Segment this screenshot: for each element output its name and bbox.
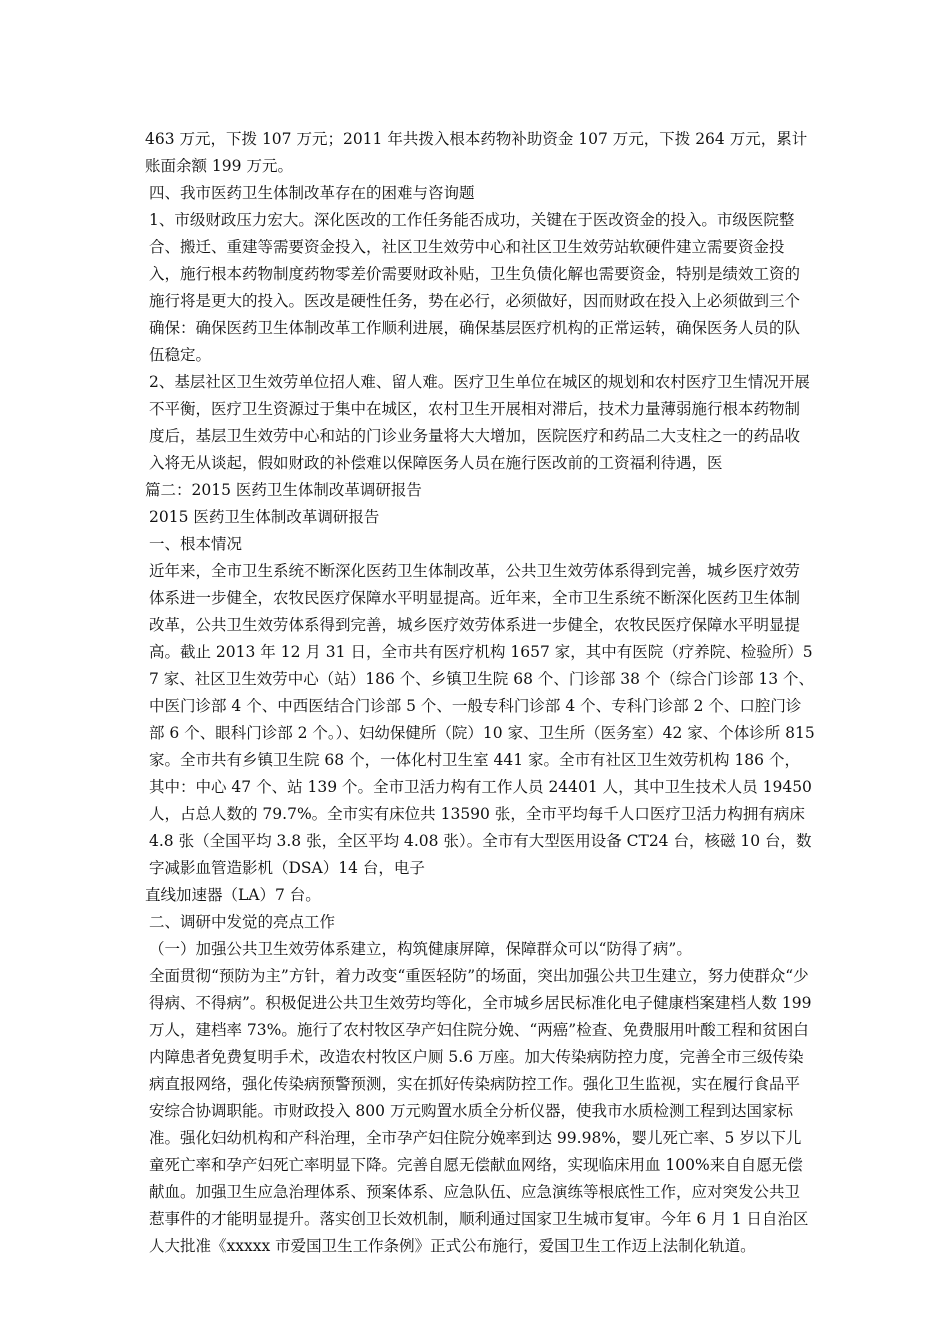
part-two-heading: 篇二：2015 医药卫生体制改革调研报告 bbox=[145, 481, 422, 499]
paragraph-basic-situation: 近年来，全市卫生系统不断深化医药卫生体制改革，公共卫生效劳体系得到完善，城乡医疗效劳体系进一步健全，农牧民医疗保障水平明显提高。近年来，全市卫生系统不断深化医药卫生体制改革，公共卫生效劳体系得到完善，城乡医疗效劳体系进一步健全，农牧民医疗保障水平明显提高。截止 2013 年 12 月 31 日，全市共有医疗机构 1657 家，其中有医院（疗养院、检验所）57 家、社区卫生效劳中心（站）186 个、乡镇卫生院 68 个、门诊部 38 个（综合门诊部 13 个、中医门诊部 4 个、中西医结合门诊部 5 个、一般专科门诊部 4 个、专科门诊部 2 个、口腔门诊部 6 个、眼科门诊部 2 个。）、妇幼保健所（院）10 家、卫生所（医务室）42 家、个体诊所 815 家。全市共有乡镇卫生院 68 个，一体化村卫生室 441 家。全市有社区卫生效劳机构 186 个，其中：中心 47 个、站 139 个。全市卫活力构有工作人员 24401 人，其中卫生技术人员 19450 人，占总人数的 79.7%。全市实有床位共 13590 张，全市平均每千人口医疗卫活力构拥有病床 4.8 张（全国平均 3.8 张，全区平均 4.08 张）。全市有大型医用设备 CT24 台，核磁 10 台，数字减影血管造影机（DSA）14 台，电子 bbox=[149, 562, 815, 877]
paragraph-public-health: 全面贯彻“预防为主”方针，着力改变“重医轻防”的场面，突出加强公共卫生建立，努力使群众“少得病、不得病”。积极促进公共卫生效劳均等化，全市城乡居民标准化电子健康档案建档人数 199 万人，建档率 73%。施行了农村牧区孕产妇住院分娩、“两癌”检查、免费服用叶酸工程和贫困白内障患者免费复明手术，改造农村牧区户厕 5.6 万座。加大传染病防控力度，完善全市三级传染病直报网络，强化传染病预警预测，实在抓好传染病防控工作。强化卫生监视，实在履行食品平安综合协调职能。市财政投入 800 万元购置水质全分析仪器，使我市水质检测工程到达国家标准。强化妇幼机构和产科治理，全市孕产妇住院分娩率到达 99.98%，婴儿死亡率、5 岁以下儿童死亡率和孕产妇死亡率明显下降。完善自愿无偿献血网络，实现临床用血 100%来自自愿无偿献血。加强卫生应急治理体系、预案体系、应急队伍、应急演练等根底性工作，应对突发公共卫惹事件的才能明显提升。落实创卫长效机制，顺利通过国家卫生城市复审。今年 6 月 1 日自治区人大批准《xxxxx 市爱国卫生工作条例》正式公布施行，爱国卫生工作迈上法制化轨道。 bbox=[149, 967, 812, 1255]
heading-highlights: 二、调研中发觉的亮点工作 bbox=[149, 913, 336, 931]
heading-difficulties: 四、我市医药卫生体制改革存在的困难与咨询题 bbox=[149, 184, 475, 202]
document-page bbox=[145, 126, 815, 1260]
paragraph-basic-situation-end: 直线加速器（LA）7 台。 bbox=[145, 886, 321, 904]
heading-basic-situation: 一、根本情况 bbox=[149, 535, 243, 553]
subheading-public-health: （一）加强公共卫生效劳体系建立，构筑健康屏障，保障群众可以“防得了病”。 bbox=[149, 940, 692, 958]
paragraph-funding: 463 万元，下拨 107 万元；2011 年共拨入根本药物补助资金 107 万元，下拨 264 万元，累计账面余额 199 万元。 bbox=[145, 130, 808, 175]
report-title: 2015 医药卫生体制改革调研报告 bbox=[149, 508, 380, 526]
paragraph-staffing: 2、基层社区卫生效劳单位招人难、留人难。医疗卫生单位在城区的规划和农村医疗卫生情况开展不平衡，医疗卫生资源过于集中在城区，农村卫生开展相对滞后，技术力量薄弱施行根本药物制度后，基层卫生效劳中心和站的门诊业务量将大大增加，医院医疗和药品二大支柱之一的药品收入将无从谈起，假如财政的补偿难以保障医务人员在施行医改前的工资福利待遇，医 bbox=[149, 373, 810, 472]
paragraph-fiscal-pressure: 1、市级财政压力宏大。深化医改的工作任务能否成功，关键在于医改资金的投入。市级医院整合、搬迁、重建等需要资金投入，社区卫生效劳中心和社区卫生效劳站软硬件建立需要资金投入，施行根本药物制度药物零差价需要财政补贴，卫生负债化解也需要资金，特别是绩效工资的施行将是更大的投入。医改是硬性任务，势在必行，必须做好，因而财政在投入上必须做到三个确保：确保医药卫生体制改革工作顺利进展，确保基层医疗机构的正常运转，确保医务人员的队伍稳定。 bbox=[149, 211, 801, 364]
